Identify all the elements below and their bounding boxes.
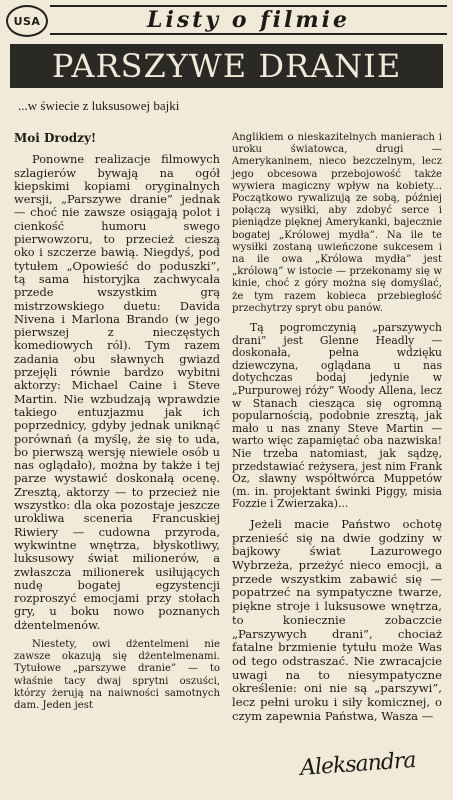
usa-badge: USA (6, 5, 48, 37)
series-title: Listy o filmie (147, 7, 350, 33)
series-rule-bottom (50, 33, 447, 35)
left-paragraph-1: Ponowne realizacje filmowych szlagierów bywają na ogół kiepskimi kopiami oryginalnych wersji, „Parszywe dranie” jednak — choć nie zawsze osiągają polot i cienkość humoru swego pierwowzoru, to przecież cieszą oko i szczerze bawią. Niegdyś, pod tytułem „Opowieść do poduszki”, tą sama historyjka zachwycała przede wszystkim grą mistrzowskiego duetu: Davida Nivena i Marlona Brando (w jego pierwszej z nieczęstych komediowych ról). Tym razem zadania obu sławnych gwiazd przejęli równie bardzo wybitni aktorzy: Michael Caine i Steve Martin. Nie wzbudzają wprawdzie takiego entuzjazmu jak ich poprzednicy, gdyby jednak uniknąć porównań (a myślę, że się to uda, bo pierwszą wersję niewiele osób u nas oglądało), można by także i tej parze wystawić doskonałą ocenę. Zresztą, aktorzy — to przecież nie wszystko: dla oka pozostaje jeszcze urokliwa sceneria Francuskiej Riwiery — cudowna przyroda, wykwintne wnętrza, błyskotliwy, luksusowy świat milionerów, a zwłaszcza milionerek usiłujących nudę bogatej egzystencji rozproszyć emocjami przy stołach gry, u boku nowo poznanych dżentelmenów. (14, 152, 220, 632)
right-paragraph-1: Anglikiem o nieskazitelnych manierach i uroku światowca, drugi — Amerykaninem, nieco bezczelnym, lecz jego obcesowa przebojowość także wywiera magiczny wpływ na kobiety... Początkowo rywalizują ze sobą, później połączą wysiłki, aby zdobyć serce i pieniądze pięknej Amerykanki, bajecznie bogatej „Królowej mydła”. Na ile te wysiłki zostaną uwieńczone sukcesem i na ile owa „Królowa mydła” jest „królową” w istocie — przekonamy się w kinie, choć z góry można się domyślać, że tym razem kobieca przebiegłość przechytrzy spryt obu panów. (232, 132, 442, 314)
article-title: PARSZYWE DRANIE (10, 44, 443, 88)
right-paragraph-2: Tą pogromczynią „parszywych drani” jest Glenne Headly — doskonała, pełna wdzięku dziewczyna, oglądana u nas dotychczas bodaj jedynie w „Purpurowej róży” Woody Allena, lecz w Stanach ciesząca się ogromną popularnością, podobnie zresztą, jak mało u nas znany Steve Martin — warto więc zapamiętać oba nazwiska! Nie trzeba natomiast, jak sądzę, przedstawiać reżysera, jest nim Frank Oz, sławny współtwórca Muppetów (m. in. projektant świnki Piggy, misia Fozzie i Zwierzaka)... (232, 321, 442, 511)
left-paragraph-2: Niestety, owi dżentelmeni nie zawsze okazują się dżentelmenami. Tytułowe „parszywe dranie” — to właśnie tacy dwaj sprytni oszuści, którzy żerują na naiwności samotnych dam. Jeden jest (14, 638, 220, 711)
author-signature: Aleksandra (299, 747, 417, 782)
left-column (14, 132, 220, 712)
article-subtitle: ...w świecie z luksusowej bajki (18, 98, 180, 113)
greeting: Moi Drodzy! (14, 131, 97, 145)
right-paragraph-3: Jeżeli macie Państwo ochotę przenieść się na dwie godziny w bajkowy świat Lazurowego Wybrzeża, przeżyć nieco emocji, a przede wszystkim zabawić się — popatrzeć na sympatyczne twarze, piękne stroje i luksusowe wnętrza, to koniecznie zobaczcie „Parszywych drani”, chociaż fatalne brzmienie tytułu może Was od tego odstraszać. Nie zwracajcie uwagi na to niesympatyczne określenie: oni nie są „parszywi”, lecz pełni uroku i siły komicznej, o czym zapewnia Państwa, Wasza — (232, 516, 442, 723)
right-column (232, 132, 442, 724)
